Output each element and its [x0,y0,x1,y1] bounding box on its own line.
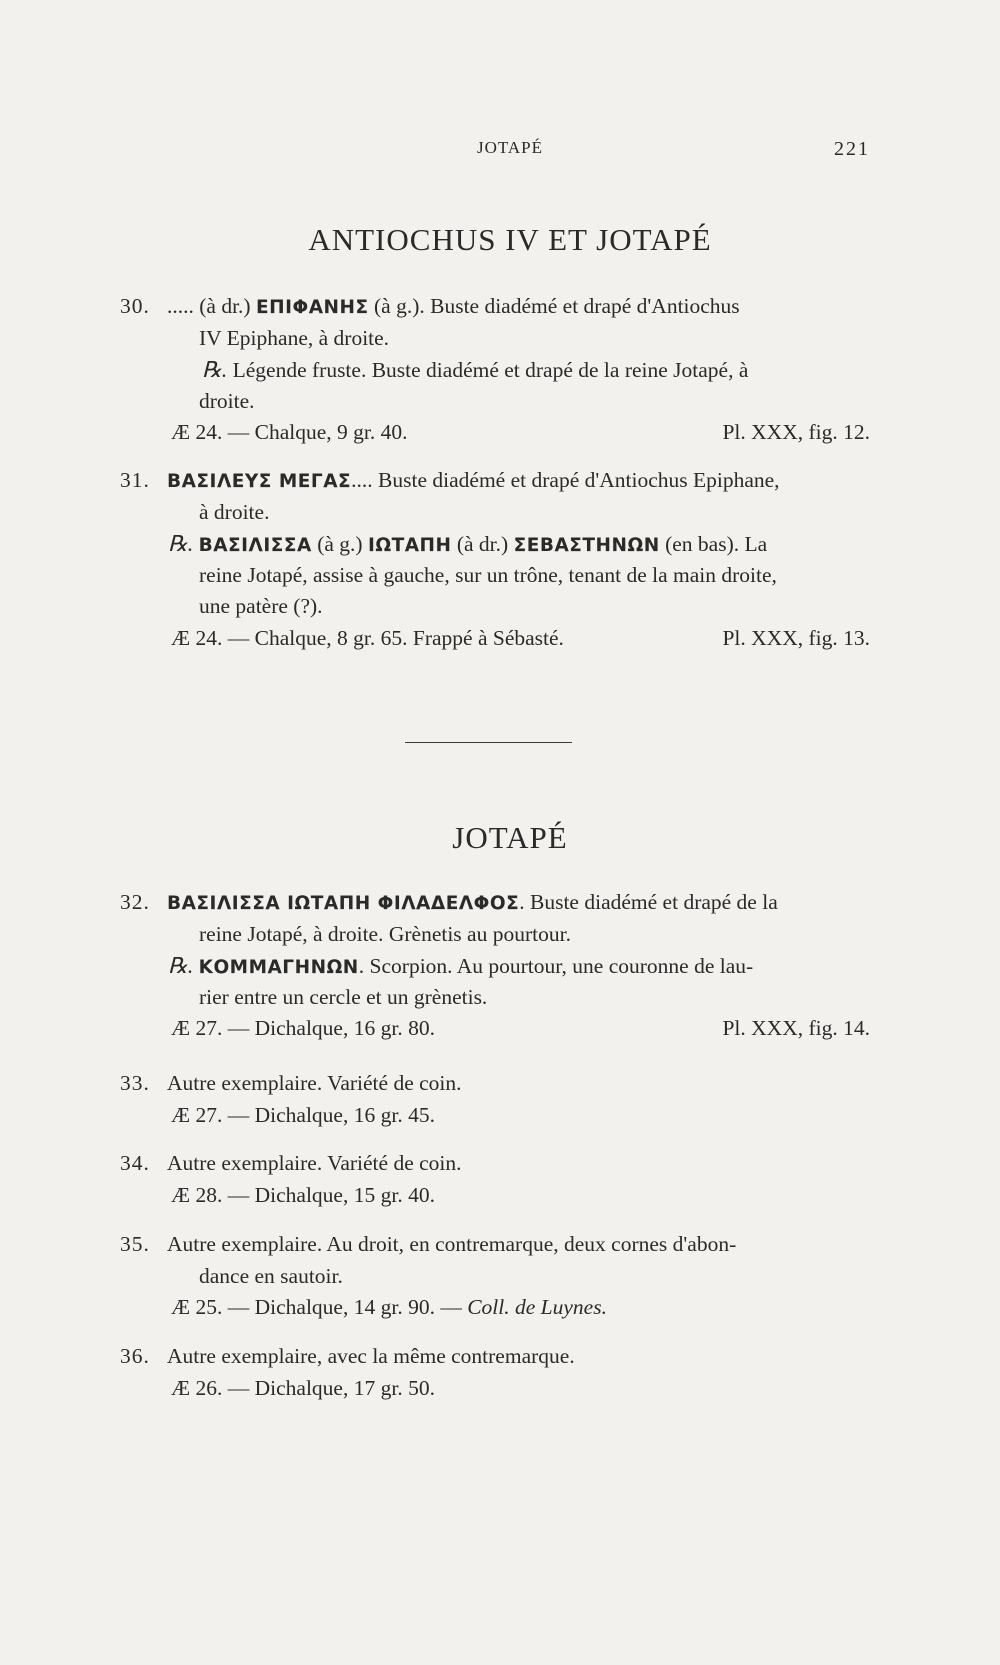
entry-line: IV Epiphane, à droite. [199,325,390,350]
metrology: Æ 24. — Chalque, 9 gr. 40. [171,420,408,445]
entry-text: . Scorpion. Au pourtour, une couronne de lau- [358,954,754,979]
entry-line [120,291,870,323]
entry-text: ..... (à dr.) [167,294,256,318]
plate-reference: Pl. XXX, fig. 12. [722,420,870,445]
entry-line [120,417,870,449]
entry-number: 31. [120,468,150,492]
greek-legend: ΒΑΣΙΛΙΣΣΑ ΙΩΤΑΠΗ ΦΙΛΑΔΕΛΦΟΣ [167,893,520,914]
entry-text: .... Buste diadémé et drapé d'Antiochus Epiphane, [351,468,780,492]
entry-line: rier entre un cercle et un grènetis. [199,984,488,1009]
metrology: Æ 26. — Dichalque, 17 gr. 50. [171,1375,435,1400]
entry-line [120,1013,870,1045]
greek-legend: ΒΑΣΙΛΕΥΣ ΜΕΓΑΣ [167,471,352,492]
greek-legend: ΕΠΙΦΑΝΗΣ [255,297,369,318]
entry-line [120,354,870,386]
entry-text: Autre exemplaire. Variété de coin. [167,1071,462,1095]
plate-reference: Pl. XXX, fig. 14. [722,1016,870,1041]
entry-line [120,1341,870,1373]
entry-line: droite. [199,388,255,413]
catalogue-entry-36 [120,1341,870,1404]
reverse-symbol: ℞. [168,531,194,557]
collection-reference: Coll. de Luynes. [467,1295,607,1320]
running-title: JOTAPÉ [476,138,544,157]
entry-line [120,1292,870,1324]
reverse-symbol: ℞. [168,953,194,979]
greek-legend: ΙΩΤΑΠΗ [367,535,452,557]
entry-text: Légende fruste. Buste diadémé et drapé de la reine Jotapé, à [227,358,749,383]
reverse-symbol: ℞. [202,357,228,383]
entry-number: 35. [120,1232,150,1256]
catalogue-entry-33 [120,1068,870,1131]
entry-line [120,1229,870,1261]
section-title-jotape: JOTAPÉ [452,820,568,855]
entry-text: Autre exemplaire. Variété de coin. [167,1151,462,1175]
metrology: Æ 27. — Dichalque, 16 gr. 80. [171,1016,435,1041]
section-title-antiochus: ANTIOCHUS IV ET JOTAPÉ [308,222,712,257]
entry-line [120,887,870,919]
entry-line [120,528,870,560]
entry-number: 36. [120,1344,150,1368]
metrology: Æ 25. — Dichalque, 14 gr. 90. — [171,1295,468,1320]
catalogue-entry-35 [120,1229,870,1324]
entry-number: 32. [120,890,150,914]
entry-line [120,1148,870,1180]
entry-text: (à dr.) [451,532,514,557]
greek-legend: ΚΟΜΜΑΓΗΝΩΝ [198,957,359,979]
entry-line [120,623,870,655]
metrology: Æ 27. — Dichalque, 16 gr. 45. [171,1102,435,1127]
entry-line [120,950,870,982]
entry-line: une patère (?). [199,594,323,619]
section-divider [405,742,572,743]
catalogue-entry-34 [120,1148,870,1211]
metrology: Æ 24. — Chalque, 8 gr. 65. Frappé à Sébasté. [171,625,564,650]
entry-line: reine Jotapé, assise à gauche, sur un trône, tenant de la main droite, [199,562,777,587]
entry-text: (à g.) [311,532,368,557]
entry-line: dance en sautoir. [199,1263,343,1288]
running-head [150,138,870,168]
entry-line: reine Jotapé, à droite. Grènetis au pourtour. [199,921,571,946]
entry-text: Autre exemplaire, avec la même contremarque. [167,1344,575,1368]
catalogue-entry-31 [120,465,870,655]
entry-number: 33. [120,1071,150,1095]
entry-line: à droite. [199,499,270,524]
plate-reference: Pl. XXX, fig. 13. [722,625,870,650]
catalogue-entry-32 [120,887,870,1045]
metrology: Æ 28. — Dichalque, 15 gr. 40. [171,1182,435,1207]
entry-number: 34. [120,1151,150,1175]
entry-line [120,1068,870,1100]
entry-text: (en bas). La [659,532,768,557]
greek-legend: ΒΑΣΙΛΙΣΣΑ [198,535,312,557]
catalogue-entry-30 [120,291,870,449]
entry-text: . Buste diadémé et drapé de la [519,890,778,914]
page-number: 221 [834,138,870,160]
entry-number: 30. [120,294,150,318]
entry-text: (à g.). Buste diadémé et drapé d'Antiochus [368,294,740,318]
entry-text: Autre exemplaire. Au droit, en contremarque, deux cornes d'abon- [167,1232,737,1256]
greek-legend: ΣΕΒΑΣΤΗΝΩΝ [513,535,660,557]
entry-line [120,465,870,497]
